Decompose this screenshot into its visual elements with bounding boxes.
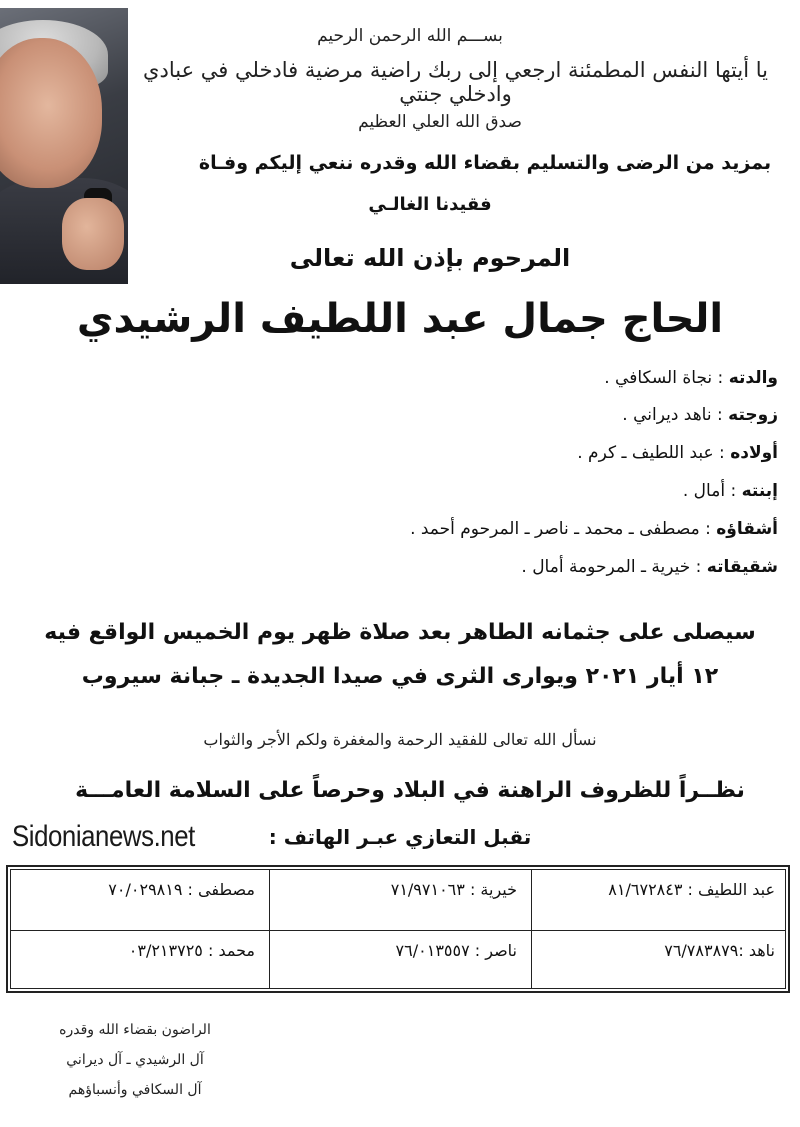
relative-value: : أمال . [682, 481, 737, 501]
phone-cell: مصطفى : ٧٠/٠٢٩٨١٩ [108, 880, 255, 899]
phone-cell: عبد اللطيف : ٨١/٦٧٢٨٤٣ [608, 880, 775, 899]
phone-cell: ناهد :٧٦/٧٨٣٨٧٩ [664, 941, 775, 960]
relative-value: : ناهد ديراني . [622, 405, 723, 425]
signature-line-3: آل السكافي وأنسباؤهم [68, 1082, 202, 1098]
sadaqa-line: صدق الله العلي العظيم [358, 112, 522, 132]
relative-label: أولاده [730, 443, 778, 463]
relative-value: : عبد اللطيف ـ كرم . [577, 443, 725, 463]
deceased-name: الحاج جمال عبد اللطيف الرشيدي [76, 296, 724, 342]
relative-brothers [78, 519, 778, 539]
relative-daughter [78, 481, 778, 501]
faqid-line: فقيدنا الغالـي [368, 194, 492, 215]
relative-value: : نجاة السكافي . [604, 368, 724, 388]
signature-line-2: آل الرشيدي ـ آل ديراني [66, 1052, 204, 1068]
relative-label: والدته [728, 368, 778, 388]
relative-value: : مصطفى ـ محمد ـ ناصر ـ المرحوم أحمد . [410, 519, 711, 539]
deceased-photo [0, 8, 128, 284]
relative-mother [78, 368, 778, 388]
dua-line: نسأل الله تعالى للفقيد الرحمة والمغفرة ولكم الأجر والثواب [203, 730, 597, 749]
phone-table [6, 865, 790, 993]
prayer-line-1: سيصلى على جثمانه الطاهر بعد صلاة ظهر يوم الخميس الواقع فيه [44, 620, 756, 645]
relative-label: أشقاؤه [716, 519, 778, 539]
phone-cell: ناصر : ٧٦/٠١٣٥٥٧ [395, 941, 517, 960]
phone-cell: محمد : ٠٣/٢١٣٧٢٥ [128, 941, 255, 960]
relative-value: : خيرية ـ المرحومة أمال . [521, 557, 702, 577]
notice-line: نظــراً للظروف الراهنة في البلاد وحرصاً على السلامة العامـــة [75, 778, 745, 803]
signature-line-1: الراضون بقضاء الله وقدره [59, 1022, 211, 1038]
watermark-logo: Sidonianews.net [12, 820, 195, 853]
quran-verse: يا أيتها النفس المطمئنة ارجعي إلى ربك راضية مرضية فادخلي في عبادي وادخلي جنتي [143, 58, 768, 106]
relative-label: زوجته [728, 405, 778, 425]
marhum-line: المرحوم بإذن الله تعالى [289, 244, 571, 272]
basmala: بســـم الله الرحمن الرحيم [317, 26, 503, 46]
announcement-intro: بمزيد من الرضى والتسليم بقضاء الله وقدره ننعي إليكم وفـاة [198, 152, 772, 174]
relative-sisters [78, 557, 778, 577]
relative-label: إبنته [741, 481, 778, 501]
relative-sons [78, 443, 778, 463]
relative-wife [78, 405, 778, 425]
prayer-line-2: ١٢ أيار ٢٠٢١ ويوارى الثرى في صيدا الجديدة ـ جبانة سيروب [81, 664, 719, 689]
relative-label: شقيقاته [706, 557, 778, 577]
condolence-phone-heading: تقبل التعازي عبـر الهاتف : [268, 825, 532, 849]
phone-cell: خيرية : ٧١/٩٧١٠٦٣ [390, 880, 517, 899]
